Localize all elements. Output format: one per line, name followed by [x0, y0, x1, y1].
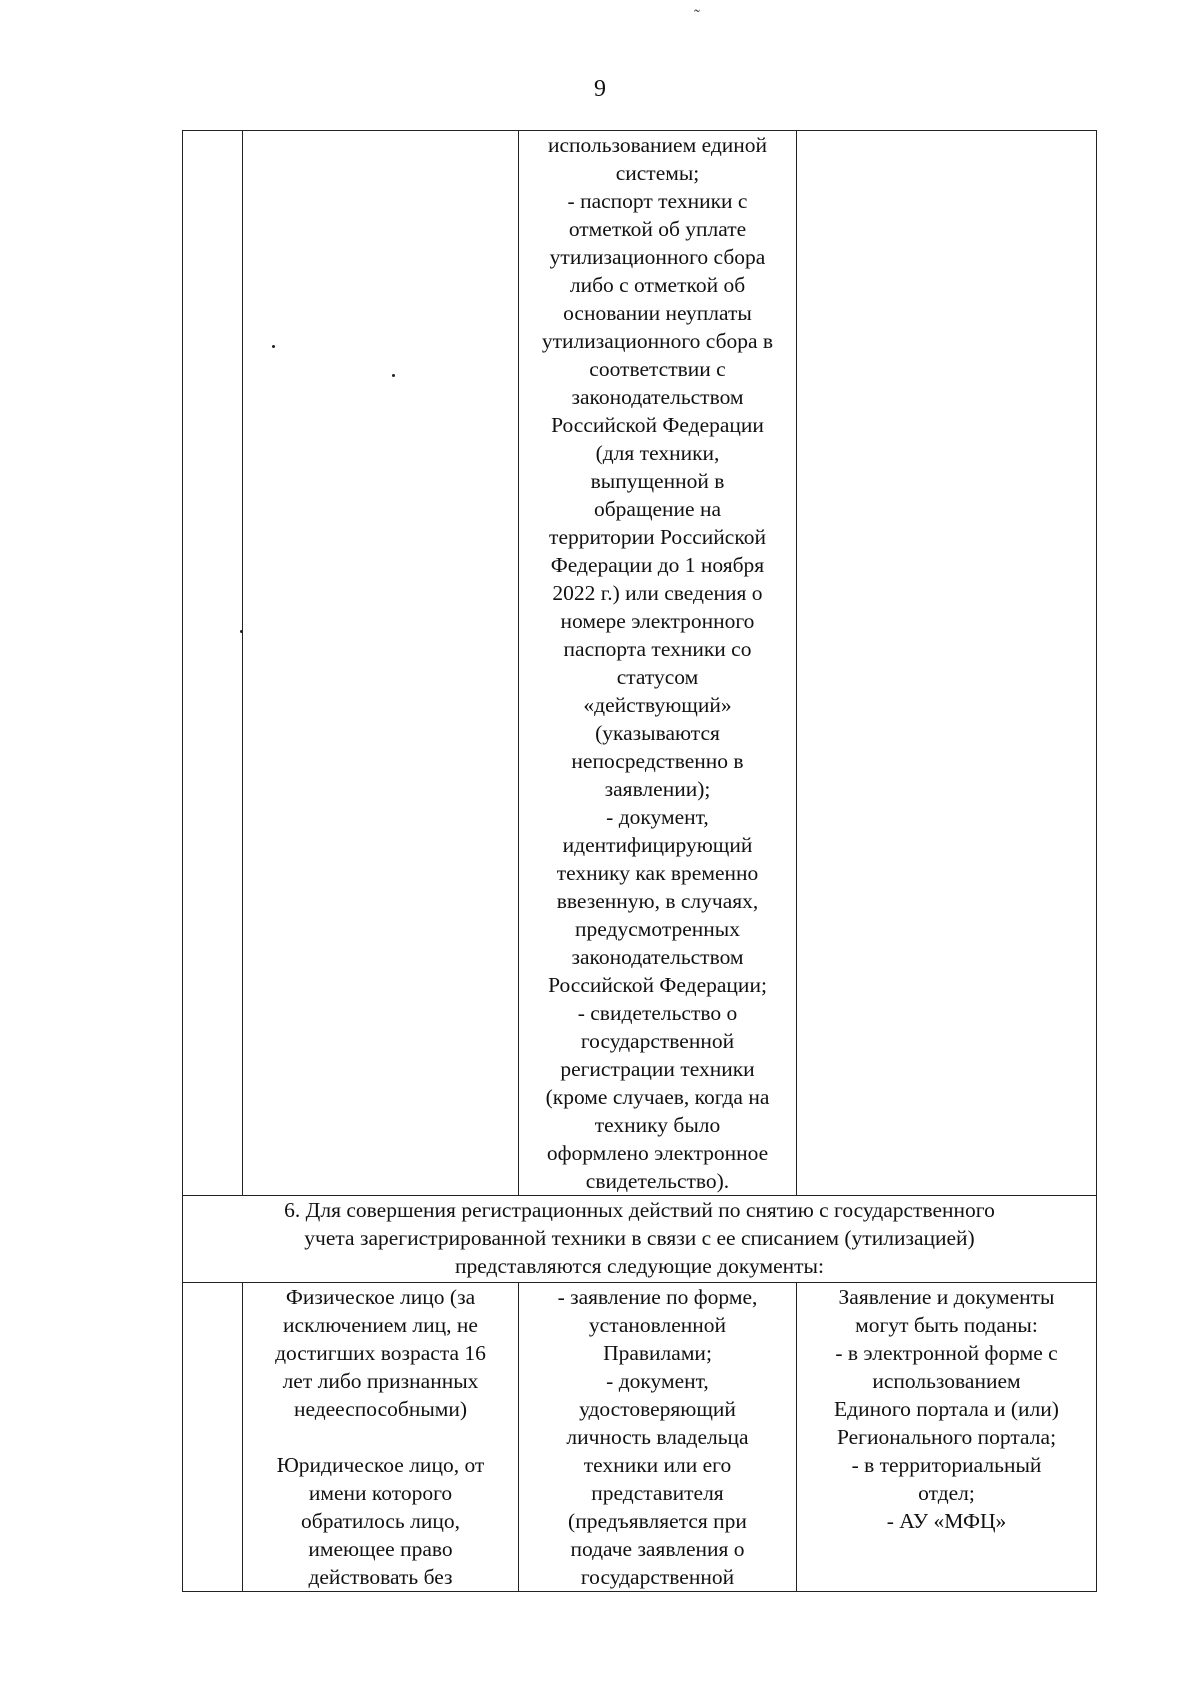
- table-row-section-6-entries: [183, 1283, 1097, 1592]
- scan-speck: [240, 630, 243, 633]
- text-line: «действующий»: [583, 693, 732, 717]
- documents-table: [182, 130, 1097, 1592]
- text-line: - в территориальный: [851, 1453, 1042, 1477]
- applicant-cell: [243, 1283, 519, 1592]
- text-line: регистрации техники: [560, 1057, 755, 1081]
- scan-speck: [272, 345, 275, 348]
- text-line: государственной: [580, 1029, 735, 1053]
- text-line: технику как временно: [556, 861, 759, 885]
- text-line: действовать без: [308, 1565, 453, 1589]
- scan-speck: [392, 374, 395, 377]
- text-line: обратилось лицо,: [301, 1509, 460, 1533]
- text-line: законодательством: [571, 945, 744, 969]
- text-line: техники или его: [583, 1453, 732, 1477]
- text-line: утилизационного сбора: [549, 245, 766, 269]
- text-line: - документ,: [606, 1369, 709, 1393]
- text-line: обращение на: [593, 497, 722, 521]
- text-line: статусом: [616, 665, 699, 689]
- text-line: основании неуплаты: [563, 301, 752, 325]
- scan-artifact-mark: ˜: [694, 6, 700, 26]
- text-line: - свидетельство о: [577, 1001, 738, 1025]
- text-line: - АУ «МФЦ»: [886, 1509, 1007, 1533]
- submission-cell: [797, 1283, 1097, 1592]
- text-line: Правилами;: [603, 1341, 712, 1365]
- text-line: Заявление и документы: [838, 1285, 1055, 1309]
- text-line: заявлении);: [604, 777, 711, 801]
- text-line: соответствии с: [589, 357, 726, 381]
- text-line: предусмотренных: [575, 917, 740, 941]
- text-line: личность владельца: [566, 1425, 749, 1449]
- text-line: государственной: [580, 1565, 735, 1589]
- text-line: отметкой об уплате: [568, 217, 747, 241]
- text-line: территории Российской: [549, 525, 766, 549]
- text-line: недееспособными): [293, 1397, 468, 1421]
- text-line: - паспорт техники с: [567, 189, 748, 213]
- text-line: - заявление по форме,: [557, 1285, 758, 1309]
- text-line: технику было: [594, 1113, 721, 1137]
- text-line: использованием: [872, 1369, 1021, 1393]
- text-line: Юридическое лицо, от: [276, 1453, 485, 1477]
- number-cell: [183, 1283, 243, 1592]
- text-line: Российской Федерации: [551, 413, 764, 437]
- documents-cell: [519, 131, 797, 1196]
- text-line: имеющее право: [308, 1537, 453, 1561]
- text-line: Федерации до 1 ноября: [550, 553, 765, 577]
- text-line: Физическое лицо (за: [285, 1285, 476, 1309]
- text-line: (кроме случаев, когда на: [545, 1085, 770, 1109]
- text-line: использованием единой: [547, 133, 768, 157]
- text-line: имени которого: [308, 1481, 453, 1505]
- text-line: либо с отметкой об: [569, 273, 746, 297]
- documents-cell: [519, 1283, 797, 1592]
- applicant-cell: [243, 131, 519, 1196]
- section-6-heading: [183, 1196, 1097, 1283]
- text-line: Единого портала и (или): [834, 1397, 1059, 1421]
- text-line: представителя: [591, 1481, 724, 1505]
- text-line: Российской Федерации;: [548, 973, 767, 997]
- text-line: оформлено электронное: [546, 1141, 769, 1165]
- text-line: паспорта техники со: [563, 637, 752, 661]
- text-line: законодательством: [571, 385, 744, 409]
- text-line: могут быть поданы:: [855, 1313, 1038, 1337]
- text-line: свидетельство).: [585, 1169, 730, 1193]
- text-line: номере электронного: [560, 609, 755, 633]
- text-line: Регионального портала;: [836, 1425, 1057, 1449]
- text-line: установленной: [588, 1313, 727, 1337]
- text-line: достигших возраста 16: [275, 1341, 486, 1365]
- text-line: (предъявляется при: [568, 1509, 747, 1533]
- text-line: - в электронной форме с: [835, 1341, 1058, 1365]
- table-row-section-6: [183, 1196, 1097, 1283]
- text-line: (указываются: [595, 721, 720, 745]
- section-heading-line: представляются следующие документы:: [455, 1254, 824, 1278]
- section-heading-line: учета зарегистрированной техники в связи с ее списанием (утилизацией): [304, 1226, 975, 1250]
- text-line: - документ,: [606, 805, 709, 829]
- section-heading-line: 6. Для совершения регистрационных действий по снятию с государственного: [284, 1198, 995, 1222]
- text-line: утилизационного сбора в: [541, 329, 774, 353]
- text-line: выпущенной в: [590, 469, 725, 493]
- text-line: подаче заявления о: [570, 1537, 745, 1561]
- text-line: идентифицирующий: [562, 833, 753, 857]
- text-line: отдел;: [918, 1481, 975, 1505]
- number-cell: [183, 131, 243, 1196]
- page-number: 9: [594, 76, 606, 102]
- text-line: 2022 г.) или сведения о: [552, 581, 763, 605]
- text-line: системы;: [615, 161, 700, 185]
- text-line: ввезенную, в случаях,: [556, 889, 759, 913]
- submission-cell: [797, 131, 1097, 1196]
- table-row-continuation: [183, 131, 1097, 1196]
- text-line: (для техники,: [595, 441, 720, 465]
- text-line: исключением лиц, не: [283, 1313, 478, 1337]
- text-line: лет либо признанных: [282, 1369, 479, 1393]
- text-line: удостоверяющий: [579, 1397, 736, 1421]
- text-line: непосредственно в: [571, 749, 744, 773]
